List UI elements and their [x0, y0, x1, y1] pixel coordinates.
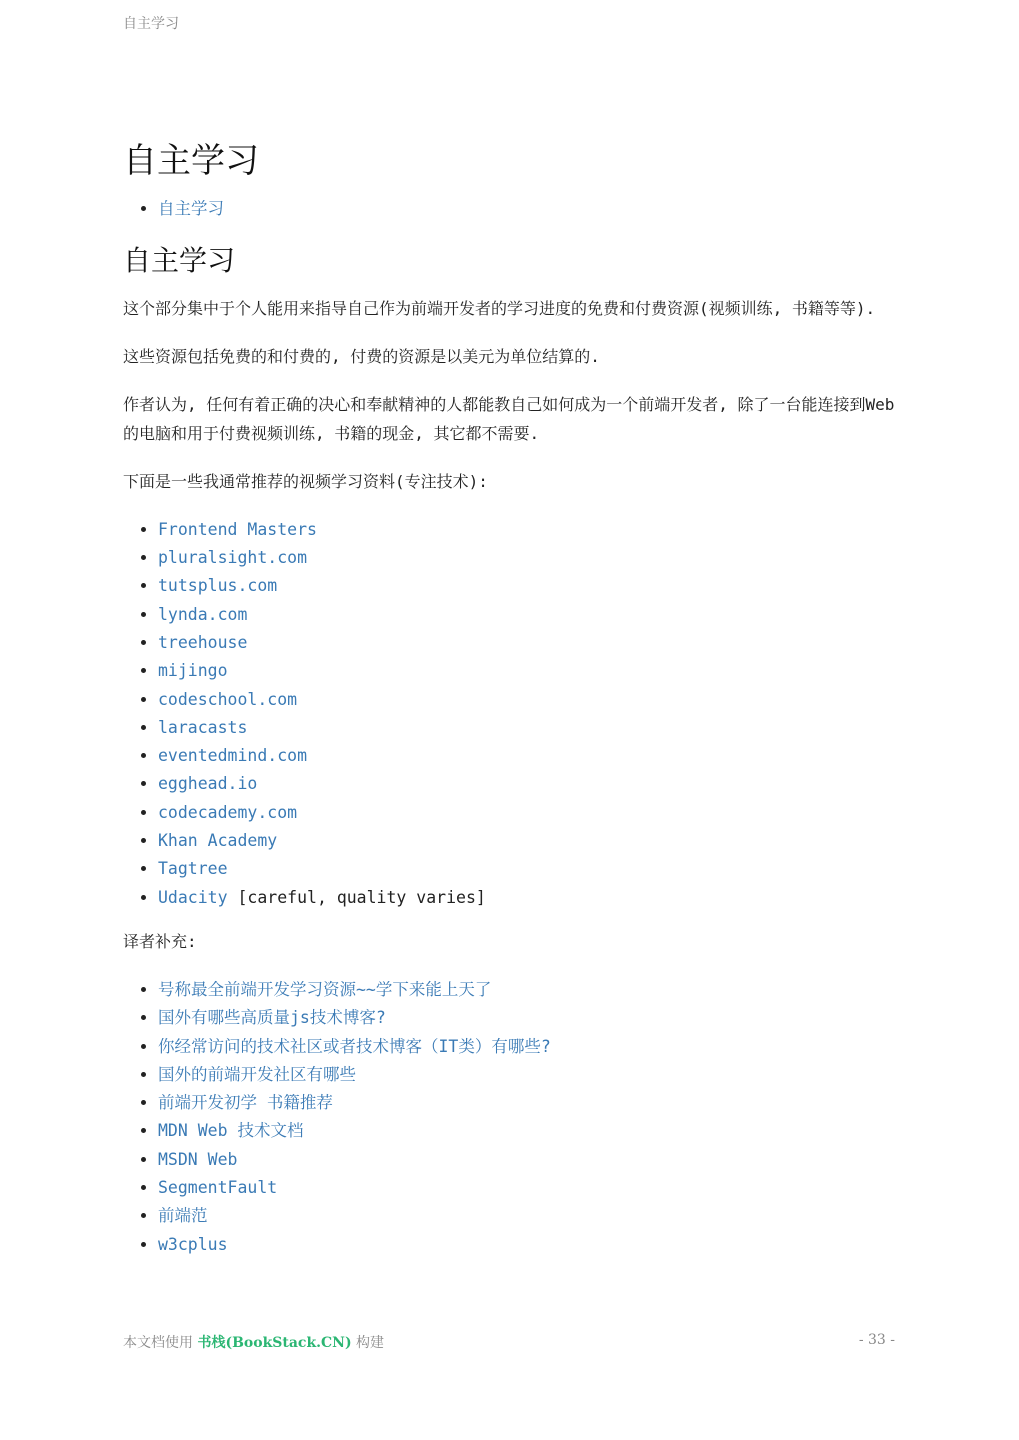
translator-link[interactable]: MSDN Web [158, 1149, 238, 1169]
main-content [123, 137, 895, 1275]
video-resource-item [158, 884, 895, 912]
video-resource-link[interactable]: Khan Academy [158, 831, 278, 851]
translator-link[interactable]: 国外有哪些高质量js技术博客? [158, 1008, 386, 1028]
translator-link[interactable]: 你经常访问的技术社区或者技术博客（IT类）有哪些? [158, 1036, 551, 1056]
video-resource-item [158, 799, 895, 827]
video-resource-link[interactable]: Udacity [158, 887, 228, 907]
author-opinion-paragraph: 作者认为, 任何有着正确的决心和奉献精神的人都能教自己如何成为一个前端开发者, 除了一台能连接到Web的电脑和用于付费视频训练, 书籍的现金, 其它都不需要. [123, 395, 895, 443]
video-resource-link[interactable]: Frontend Masters [158, 519, 317, 539]
video-resource-link[interactable]: treehouse [158, 632, 248, 652]
translator-link[interactable]: 前端范 [158, 1206, 208, 1226]
video-resource-item [158, 516, 895, 544]
toc-link[interactable]: 自主学习 [158, 199, 224, 218]
video-resources-list [123, 516, 895, 912]
footer-suffix: 构建 [351, 1335, 385, 1351]
section-heading: 自主学习 [123, 244, 236, 278]
video-resource-link[interactable]: codecademy.com [158, 802, 298, 822]
video-resource-item [158, 855, 895, 883]
table-of-contents [123, 195, 895, 223]
translator-link-item [158, 1146, 895, 1174]
video-resource-link[interactable]: tutsplus.com [158, 576, 278, 596]
translator-link-item [158, 1174, 895, 1202]
video-resource-item [158, 686, 895, 714]
video-resource-link[interactable]: mijingo [158, 661, 228, 681]
translator-link-item [158, 1004, 895, 1032]
translator-link[interactable]: SegmentFault [158, 1178, 278, 1198]
translator-link-item [158, 1117, 895, 1145]
translator-link[interactable]: MDN Web 技术文档 [158, 1121, 304, 1141]
recommendation-paragraph: 下面是一些我通常推荐的视频学习资料(专注技术): [123, 471, 488, 491]
intro-paragraph: 这个部分集中于个人能用来指导自己作为前端开发者的学习进度的免费和付费资源(视频训练, 书籍等等). [123, 299, 876, 319]
video-resource-link[interactable]: lynda.com [158, 604, 248, 624]
video-resource-link[interactable]: laracasts [158, 717, 248, 737]
footer-prefix: 本文档使用 [123, 1335, 198, 1351]
video-resource-item [158, 827, 895, 855]
translator-link-item [158, 976, 895, 1004]
footer-brand-link[interactable]: 书栈(BookStack.CN) [197, 1335, 352, 1351]
running-header: 自主学习 [123, 16, 179, 32]
video-resource-item [158, 544, 895, 572]
video-resource-item [158, 657, 895, 685]
video-resource-link[interactable]: pluralsight.com [158, 548, 308, 568]
video-resource-link[interactable]: Tagtree [158, 859, 228, 879]
translator-link[interactable]: 前端开发初学 书籍推荐 [158, 1093, 333, 1113]
translator-link[interactable]: 国外的前端开发社区有哪些 [158, 1064, 356, 1084]
translator-link[interactable]: 号称最全前端开发学习资源~~学下来能上天了 [158, 979, 492, 999]
video-resource-item [158, 742, 895, 770]
translator-links-list [123, 976, 895, 1259]
video-resource-link[interactable]: codeschool.com [158, 689, 298, 709]
page-footer [123, 1332, 895, 1352]
video-resource-item [158, 572, 895, 600]
translator-link-item [158, 1231, 895, 1259]
translator-heading: 译者补充: [123, 931, 197, 951]
video-resource-link[interactable]: eventedmind.com [158, 746, 308, 766]
page-title: 自主学习 [123, 141, 259, 181]
pricing-paragraph: 这些资源包括免费的和付费的, 付费的资源是以美元为单位结算的. [123, 347, 600, 367]
video-resource-link[interactable]: egghead.io [158, 774, 258, 794]
video-resource-note: [careful, quality varies] [227, 887, 486, 907]
translator-link-item [158, 1202, 895, 1230]
video-resource-item [158, 601, 895, 629]
video-resource-item [158, 770, 895, 798]
video-resource-item [158, 714, 895, 742]
translator-link-item [158, 1061, 895, 1089]
toc-item [158, 195, 895, 223]
translator-link[interactable]: w3cplus [158, 1234, 228, 1254]
page-number: - 33 - [858, 1332, 895, 1348]
translator-link-item [158, 1089, 895, 1117]
video-resource-item [158, 629, 895, 657]
translator-link-item [158, 1033, 895, 1061]
